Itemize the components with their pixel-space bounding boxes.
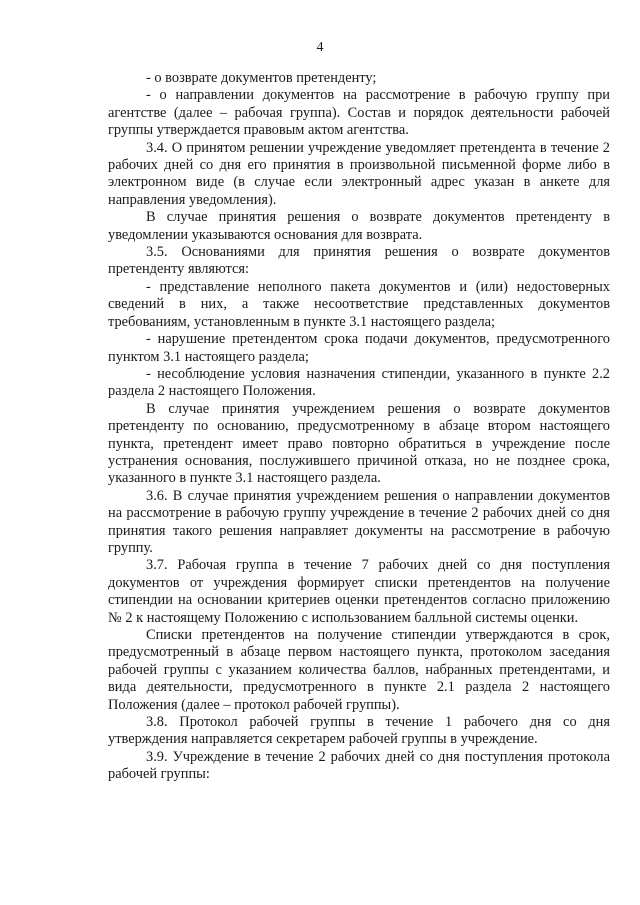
paragraph-return-documents: - о возврате документов претенденту; [146,70,377,86]
page-number: 4 [316,40,324,55]
paragraph-reapply-right: В случае принятия учреждением решения о возврате документов претенденту по основанию, предусмотренному в абзаце втором настоящего пункта, претендент имеет право повторно обратиться в учреждение после устранения основания, послужившего причиной отказа, но не позднее срока, указанного в пункте 3.1 настоящего раздела. [108,400,610,487]
paragraph-3-6: 3.6. В случае принятия учреждением решения о направлении документов на рассмотрение в рабочую группу учреждение в течение 2 рабочих дней со дня принятия такого решения направляет документы на рассмотрение в рабочую группу. [108,487,610,556]
paragraph-incomplete-package: - представление неполного пакета документов и (или) недостоверных сведений в них, а также несоответствие представленных документов требованиям, установленным в пункте 3.1 настоящего раздела; [108,278,610,330]
document-body [108,70,610,784]
paragraph-3-8: 3.8. Протокол рабочей группы в течение 1 рабочего дня со дня утверждения направляется секретарем рабочей группы в учреждение. [108,714,610,748]
paragraph-3-4: 3.4. О принятом решении учреждение уведомляет претендента в течение 2 рабочих дней со дня его принятия в произвольной письменной форме либо в электронном виде (в случае если электронный адрес указан в анкете для направления уведомления). [108,139,610,208]
paragraph-deadline-violation: - нарушение претендентом срока подачи документов, предусмотренного пунктом 3.1 настоящего раздела; [108,331,610,365]
paragraph-condition-violation: - несоблюдение условия назначения стипендии, указанного в пункте 2.2 раздела 2 настоящего Положения. [108,365,610,400]
paragraph-send-to-working-group: - о направлении документов на рассмотрение в рабочую группу при агентстве (далее – рабочая группа). Состав и порядок деятельности рабочей группы утверждается правовым актом агентства. [108,87,610,139]
paragraph-lists-approval: Списки претендентов на получение стипендии утверждаются в срок, предусмотренный в абзаце первом настоящего пункта, протоколом заседания рабочей группы с указанием количества баллов, набранных претендентами, и вида деятельности, предусмотренного в пункте 2.1 раздела 2 настоящего Положения (далее – протокол рабочей группы). [108,627,610,713]
paragraph-3-7: 3.7. Рабочая группа в течение 7 рабочих дней со дня поступления документов от учреждения формирует списки претендентов на получение стипендии на основании критериев оценки претендентов согласно приложению № 2 к настоящему Положению с использованием балльной системы оценки. [108,557,610,626]
paragraph-3-9: 3.9. Учреждение в течение 2 рабочих дней со дня поступления протокола рабочей группы: [108,748,610,783]
paragraph-return-grounds-notice: В случае принятия решения о возврате документов претенденту в уведомлении указываются основания для возврата. [108,209,610,243]
paragraph-3-5: 3.5. Основаниями для принятия решения о возврате документов претенденту являются: [108,244,610,278]
